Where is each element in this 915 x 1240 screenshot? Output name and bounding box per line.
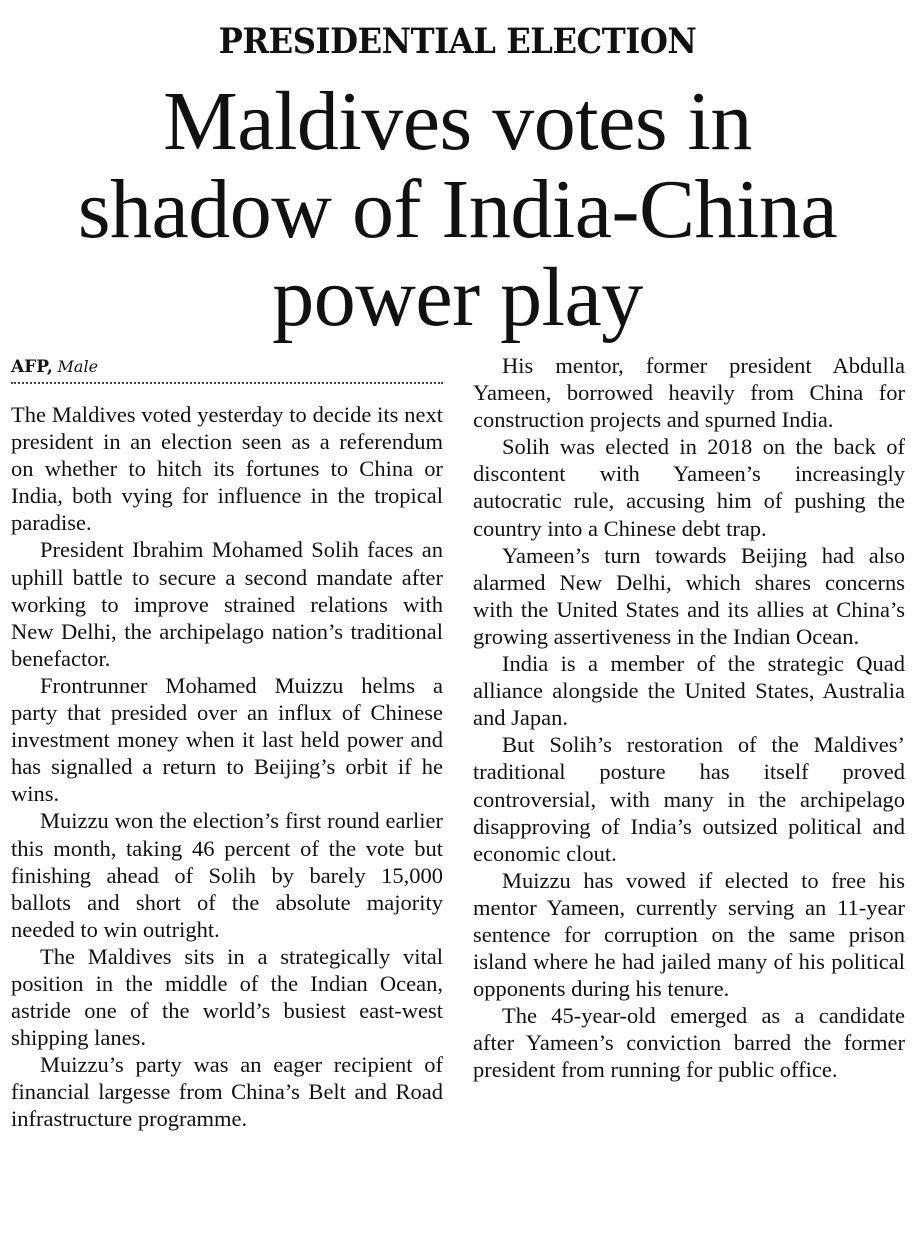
article-column-left xyxy=(11,352,443,1133)
body-paragraph: But Solih’s restoration of the Maldives’ traditional posture has itself proved controversial, with many in the archipelago disapproving of India’s outsized political and economic clout. xyxy=(473,732,905,866)
body-paragraph: Solih was elected in 2018 on the back of discontent with Yameen’s increasingly autocratic rule, accusing him of pushing the country into a Chinese debt trap. xyxy=(473,434,905,541)
headline-line-3: power play xyxy=(272,251,643,344)
byline-agency: AFP, xyxy=(11,357,53,377)
body-paragraph: President Ibrahim Mohamed Solih faces an uphill battle to secure a second mandate after working to improve strained relations with New Delhi, the archipelago nation’s traditional benefactor. xyxy=(11,537,443,671)
section-kicker: PRESIDENTIAL ELECTION xyxy=(218,21,697,62)
body-paragraph: The Maldives sits in a strategically vital position in the middle of the Indian Ocean, astride one of the world’s busiest east-west shipping lanes. xyxy=(11,943,443,1051)
body-paragraph: India is a member of the strategic Quad alliance alongside the United States, Australia and Japan. xyxy=(473,651,905,731)
body-paragraph: The 45-year-old emerged as a candidate after Yameen’s conviction barred the former president from running for public office. xyxy=(473,1003,905,1083)
byline xyxy=(11,352,443,384)
headline-line-2: shadow of India-China xyxy=(77,163,838,256)
body-paragraph: Muizzu’s party was an eager recipient of financial largesse from China’s Belt and Road infrastructure programme. xyxy=(11,1052,443,1132)
body-paragraph: Yameen’s turn towards Beijing had also alarmed New Delhi, which shares concerns with the United States and its allies at China’s growing assertiveness in the Indian Ocean. xyxy=(473,542,905,649)
body-paragraph: His mentor, former president Abdulla Yameen, borrowed heavily from China for construction projects and spurned India. xyxy=(473,353,905,433)
body-paragraph: The Maldives voted yesterday to decide its next president in an election seen as a referendum on whether to hitch its fortunes to China or India, both vying for influence in the tropical paradise. xyxy=(11,402,443,536)
headline-line-1: Maldives votes in xyxy=(163,75,752,168)
headline xyxy=(0,75,915,344)
body-paragraph: Muizzu has vowed if elected to free his mentor Yameen, currently serving an 11-year sentence for corruption on the same prison island where he had jailed many of his political opponents during his tenure. xyxy=(473,867,905,1002)
byline-place: Male xyxy=(57,357,99,376)
body-paragraph: Frontrunner Mohamed Muizzu helms a party that presided over an influx of Chinese investment money when it last held power and has signalled a return to Beijing’s orbit if he wins. xyxy=(11,672,443,807)
article-column-right xyxy=(473,352,905,1084)
body-paragraph: Muizzu won the election’s first round earlier this month, taking 46 percent of the vote but finishing ahead of Solih by barely 15,000 ballots and short of the absolute majority needed to win outright. xyxy=(11,808,443,942)
